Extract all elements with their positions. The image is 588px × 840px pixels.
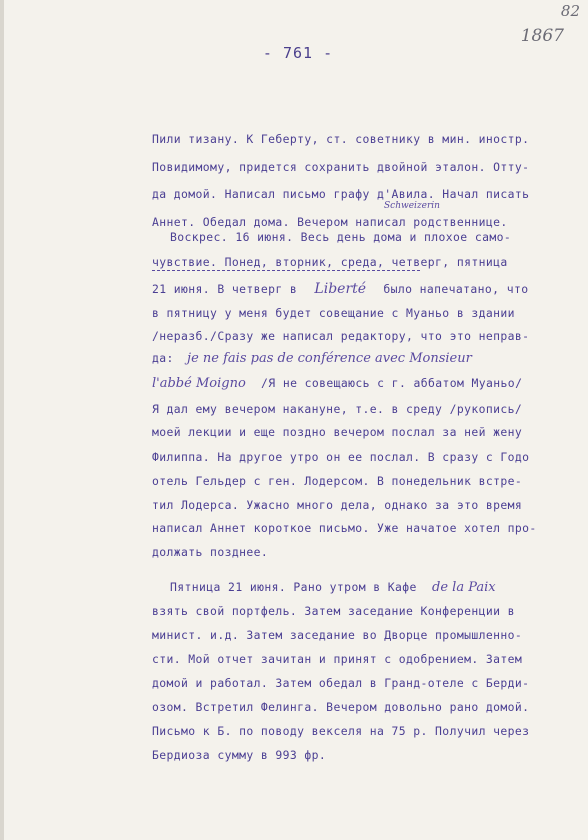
text-line: моей лекции и еще поздно вечером послал за ней жену — [152, 425, 523, 439]
handwritten-french: l'abbé Moigno — [152, 376, 246, 391]
text-line: тил Лодерса. Ужасно много дела, однако за это время — [152, 498, 523, 512]
text-line-with-insert — [152, 281, 528, 297]
text-line: да домой. Написал письмо графу д'Авила. Начал писать — [152, 187, 530, 201]
handwritten-word: Liberté — [314, 281, 367, 297]
text-line: минист. и.д. Затем заседание во Дворце промышленно- — [152, 628, 523, 642]
text-line: взять свой портфель. Затем заседание Конференции в — [152, 604, 515, 618]
handwritten-french: je ne fais pas de conférence avec Monsieur — [187, 351, 472, 366]
text-line: в пятницу у меня будет совещание с Муаньо в здании — [152, 306, 515, 320]
text-line: Филиппа. На другое утро он ее послал. В сразу с Годо — [152, 450, 530, 464]
handwritten-insertion: Schweizerin — [384, 201, 440, 211]
text-line: написал Аннет короткое письмо. Уже начатое хотел про- — [152, 521, 537, 535]
text-line: должать позднее. — [152, 545, 269, 559]
archive-number-top: 82 — [560, 2, 580, 20]
text-line: Воскрес. 16 июня. Весь день дома и плохое само- — [170, 230, 512, 244]
text-line: чувствие. Понед, вторник, среда, четверг, пятница — [152, 255, 508, 269]
underline-mark — [152, 270, 420, 271]
text-fragment: /Я не совещаюсь с г. аббатом Муаньо/ — [261, 376, 523, 390]
text-line: Бердиоза сумму в 993 фр. — [152, 748, 327, 762]
text-line: Пили тизану. К Геберту, ст. советнику в мин. иностр. — [152, 132, 530, 146]
text-line: сти. Мой отчет зачитан и принят с одобрением. Затем — [152, 652, 523, 666]
handwritten-word: de la Paix — [432, 580, 496, 595]
text-fragment: Пятница 21 июня. Рано утром в Кафе — [170, 580, 417, 594]
page-number: - 761 - — [262, 44, 334, 62]
text-line-with-insert — [152, 376, 522, 391]
text-line: отель Гельдер с ген. Лодерсом. В понедельник встре- — [152, 474, 523, 488]
text-fragment: 21 июня. В четверг в — [152, 282, 298, 296]
text-line: /неразб./Сразу же написал редактору, что это неправ- — [152, 329, 530, 343]
text-line: озом. Встретил Фелинга. Вечером довольно рано домой. — [152, 700, 530, 714]
text-line: Повидимому, придется сохранить двойной эталон. Отту- — [152, 160, 530, 174]
text-line: домой и работал. Затем обедал в Гранд-отеле с Берди- — [152, 676, 530, 690]
text-line-with-insert — [152, 351, 472, 366]
text-line: Аннет. Обедал дома. Вечером написал родственнице. — [152, 215, 508, 229]
text-line: Я дал ему вечером накануне, т.е. в среду /рукопись/ — [152, 402, 523, 416]
archive-number-bottom: 1867 — [520, 26, 564, 46]
text-fragment: да: — [152, 351, 174, 365]
text-line: Письмо к Б. по поводу векселя на 75 р. Получил через — [152, 724, 530, 738]
text-line-with-insert — [170, 580, 496, 595]
text-fragment: было напечатано, что — [383, 282, 529, 296]
